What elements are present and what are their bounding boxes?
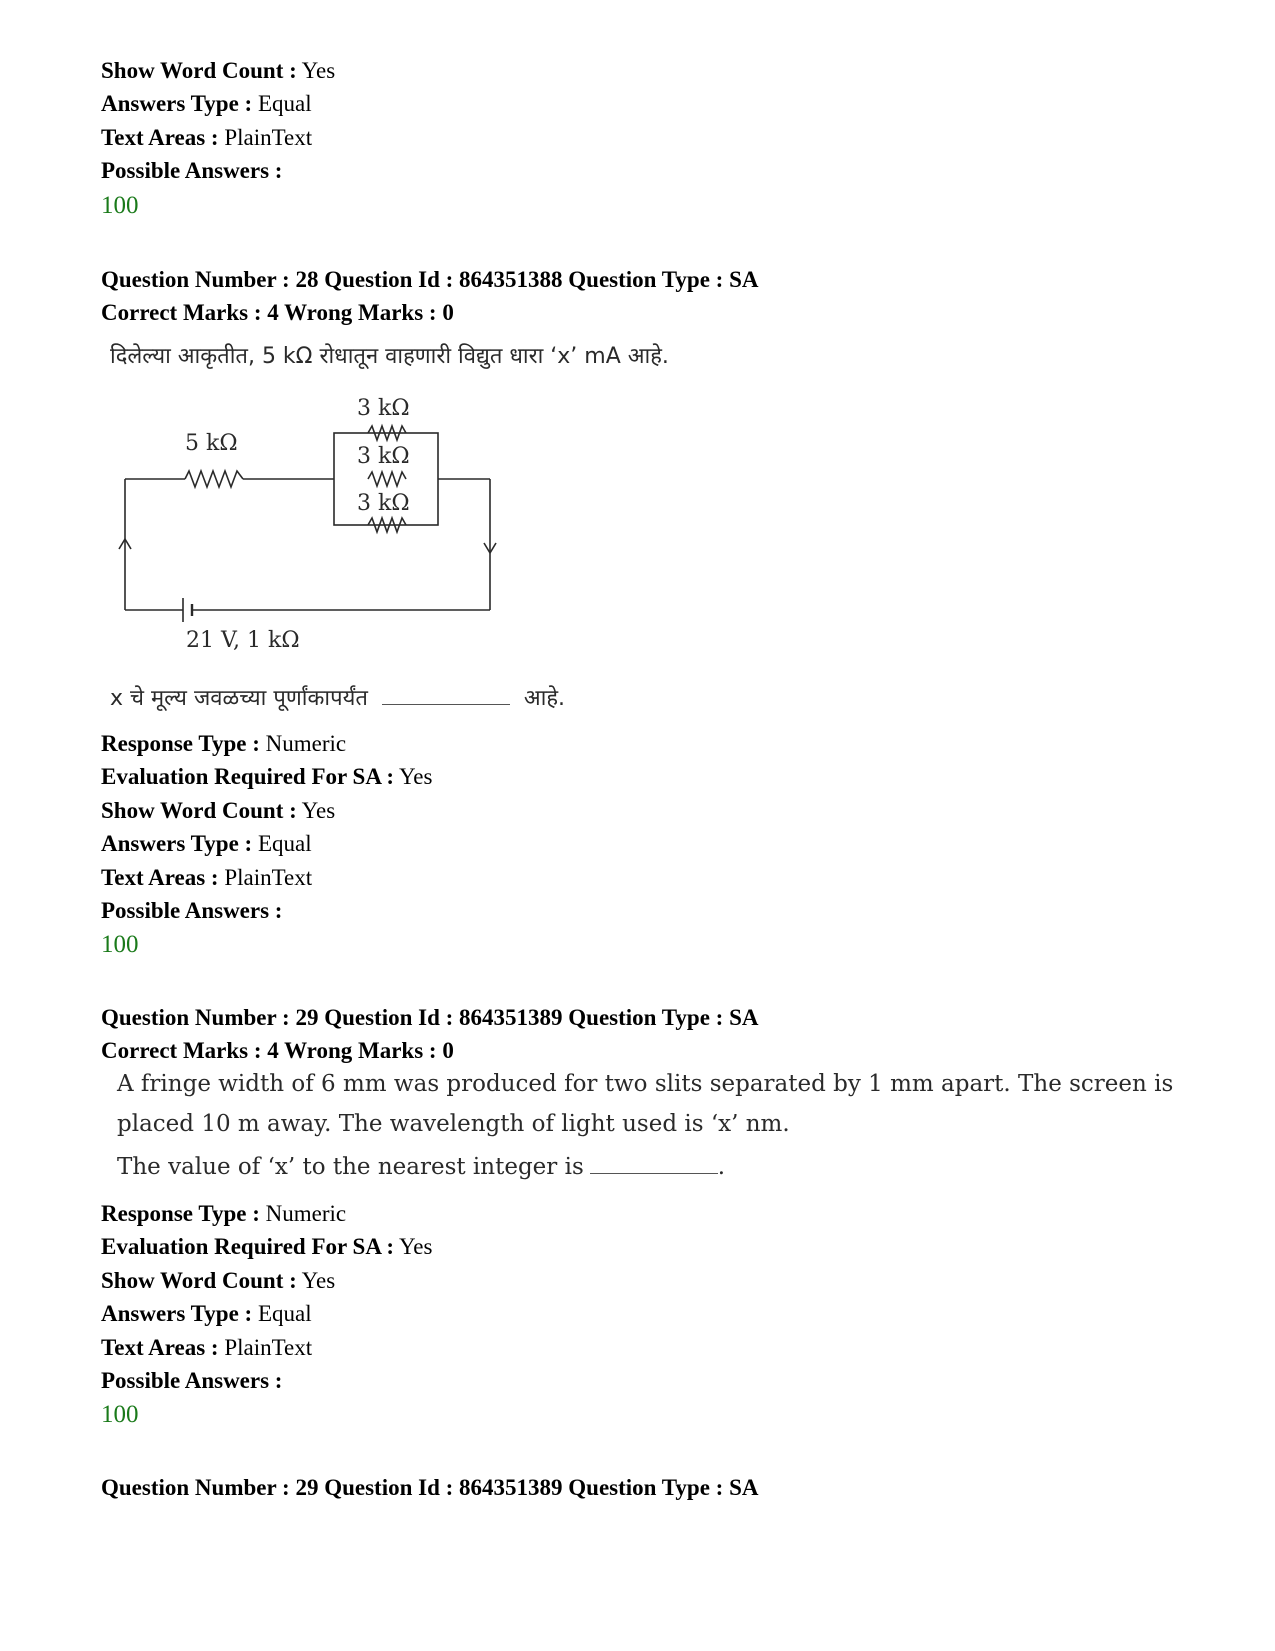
question-stem-line: A fringe width of 6 mm was produced for two slits separated by 1 mm apart. The screen is	[117, 1071, 1174, 1097]
label-source: 21 V, 1 kΩ	[186, 628, 300, 653]
question-stem-line: The value of ‘x’ to the nearest integer is .	[117, 1154, 726, 1180]
meta-row: Answers Type : Equal	[101, 1301, 312, 1327]
question-ask: x चे मूल्य जवळच्या पूर्णांकापर्यंत आहे.	[110, 686, 566, 711]
question-header: Question Number : 28 Question Id : 864351388 Question Type : SA	[101, 267, 759, 292]
resistor-5k	[185, 471, 243, 487]
answer-blank	[590, 1172, 718, 1174]
answer-blank	[382, 703, 510, 705]
meta-row: Response Type : Numeric	[101, 1201, 347, 1226]
meta-row: Answers Type : Equal	[101, 91, 312, 117]
label-3k-bot: 3 kΩ	[357, 491, 410, 516]
meta-row: Evaluation Required For SA : Yes	[101, 764, 433, 790]
resistor-3k-2	[368, 472, 406, 486]
marks-header: Correct Marks : 4 Wrong Marks : 0	[101, 300, 454, 325]
label-5k: 5 kΩ	[185, 431, 238, 456]
marks-header: Correct Marks : 4 Wrong Marks : 0	[101, 1038, 454, 1063]
q28-meta-block	[101, 727, 432, 963]
possible-answer: 100	[101, 191, 139, 219]
label-3k-mid: 3 kΩ	[357, 444, 410, 469]
meta-row: Evaluation Required For SA : Yes	[101, 1234, 433, 1260]
question-header: Question Number : 29 Question Id : 864351389 Question Type : SA	[101, 1005, 759, 1030]
meta-row: Answers Type : Equal	[101, 831, 312, 857]
meta-row: Show Word Count : Yes	[101, 1267, 336, 1293]
meta-row: Possible Answers :	[101, 1368, 283, 1394]
question-stem-line: placed 10 m away. The wavelength of light used is ‘x’ nm.	[117, 1111, 790, 1137]
meta-row: Text Areas : PlainText	[101, 124, 313, 150]
meta-row: Text Areas : PlainText	[101, 864, 313, 890]
question-stem: दिलेल्या आकृतीत, 5 kΩ रोधातून वाहणारी विद्युत धारा ‘x’ mA आहे.	[110, 344, 669, 369]
possible-answer: 100	[101, 1401, 139, 1429]
circuit-diagram	[110, 395, 530, 670]
meta-row: Possible Answers :	[101, 898, 283, 924]
meta-row: Show Word Count : Yes	[101, 58, 336, 83]
label-3k-top: 3 kΩ	[357, 396, 410, 421]
meta-row: Response Type : Numeric	[101, 731, 347, 756]
meta-row: Text Areas : PlainText	[101, 1334, 313, 1360]
question-header: Question Number : 29 Question Id : 864351389 Question Type : SA	[101, 1475, 759, 1500]
meta-row: Show Word Count : Yes	[101, 797, 336, 823]
q29-meta-block	[101, 1197, 432, 1433]
possible-answer: 100	[101, 931, 139, 959]
top-meta-block	[101, 54, 335, 224]
meta-row: Possible Answers :	[101, 158, 283, 184]
